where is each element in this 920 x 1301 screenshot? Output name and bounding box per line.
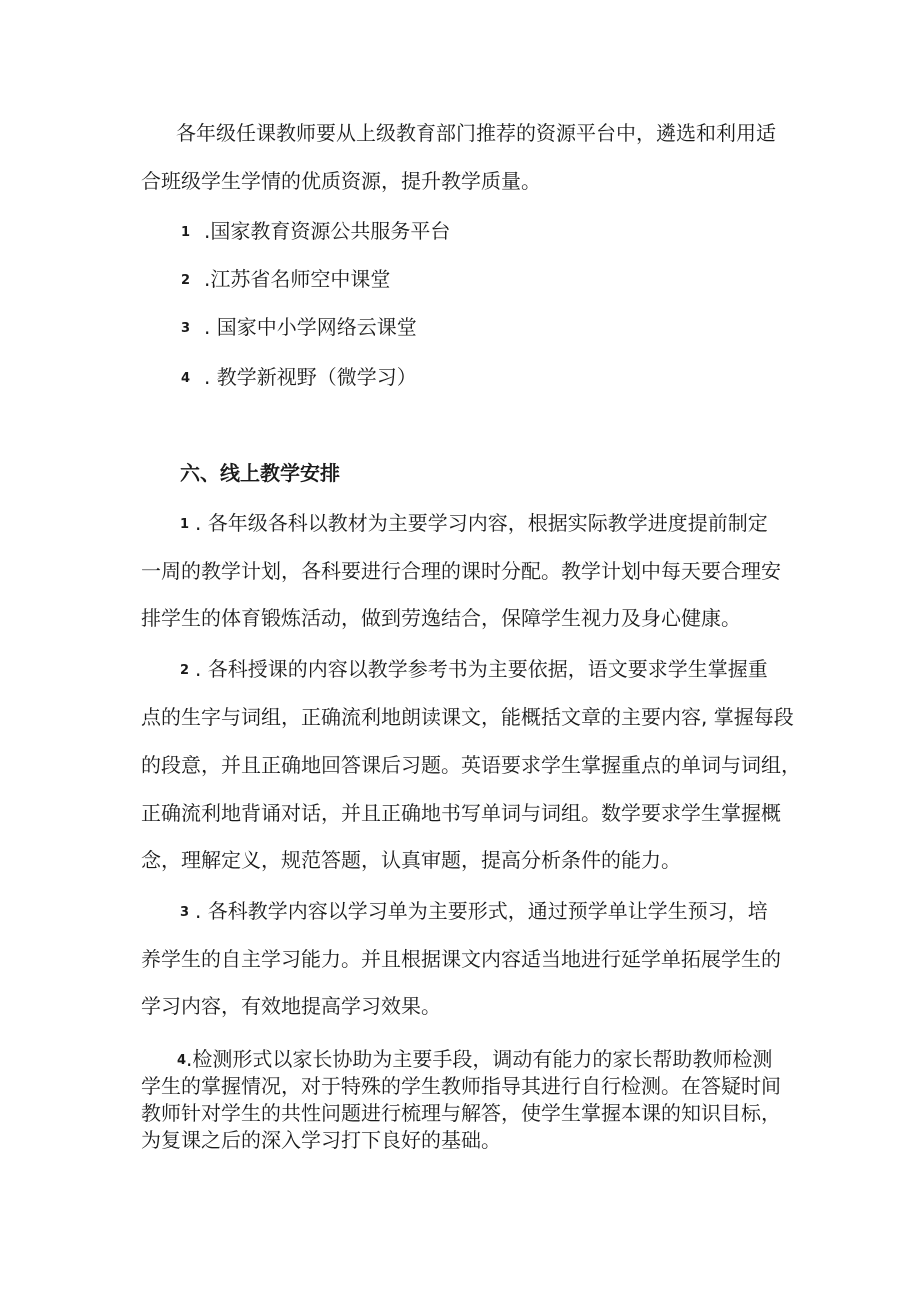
paragraph-line: 正确流利地背诵对话，并且正确地书写单词与词组。数学要求学生掌握概: [141, 801, 781, 825]
paragraph-line: 4.检测形式以家长协助为主要手段，调动有能力的家长帮助教师检测: [177, 1047, 773, 1071]
paragraph-line: 的段意，并且正确地回答课后习题。英语要求学生掌握重点的单词与词组，: [141, 753, 801, 777]
paragraph-line: 学生的掌握情况，对于特殊的学生教师指导其进行自行检测。在答疑时间: [141, 1074, 781, 1098]
paragraph-number: 1: [180, 517, 190, 532]
list-item: [181, 266, 390, 294]
list-item: [181, 218, 450, 246]
list-item: [181, 364, 417, 392]
paragraph-line: 1 . 各年级各科以教材为主要学习内容，根据实际教学进度提前制定: [180, 510, 768, 538]
paragraph-line: 学习内容，有效地提高学习效果。: [141, 994, 441, 1018]
list-item-text: .江苏省名师空中课堂: [204, 267, 391, 291]
list-item-number: 4: [181, 371, 191, 386]
paragraph-line: 养学生的自主学习能力。并且根据课文内容适当地进行延学单拓展学生的: [141, 947, 781, 971]
intro-line-1: 各年级任课教师要从上级教育部门推荐的资源平台中，遴选和利用适: [176, 121, 776, 145]
paragraph-line: 3 . 各科教学内容以学习单为主要形式，通过预学单让学生预习，培: [180, 898, 768, 926]
paragraph-line: 为复课之后的深入学习打下良好的基础。: [141, 1128, 501, 1152]
paragraph-line: 一周的教学计划，各科要进行合理的课时分配。教学计划中每天要合理安: [141, 559, 781, 583]
intro-line-2: 合班级学生学情的优质资源，提升教学质量。: [141, 169, 541, 193]
list-item-number: 1: [181, 225, 191, 240]
paragraph-line: 2 . 各科授课的内容以教学参考书为主要依据，语文要求学生掌握重: [180, 656, 768, 684]
list-item: [181, 314, 417, 342]
paragraph-line: 教师针对学生的共性问题进行梳理与解答，使学生掌握本课的知识目标，: [141, 1101, 781, 1125]
paragraph-line: 排学生的体育锻炼活动，做到劳逸结合，保障学生视力及身心健康。: [141, 606, 741, 630]
list-item-text: .国家教育资源公共服务平台: [204, 219, 451, 243]
paragraph-number: 3: [180, 905, 190, 920]
paragraph-line: 念，理解定义，规范答题，认真审题，提高分析条件的能力。: [141, 848, 681, 872]
list-item-number: 2: [181, 273, 191, 288]
list-item-text: . 国家中小学网络云课堂: [204, 315, 417, 339]
list-item-text: . 教学新视野（微学习）: [204, 365, 417, 389]
paragraph-line: 点的生字与词组，正确流利地朗读课文，能概括文章的主要内容, 掌握每段: [141, 705, 794, 729]
paragraph-number: 2: [180, 663, 190, 678]
section-heading: 六、线上教学安排: [180, 461, 340, 485]
paragraph-number: 4: [177, 1053, 187, 1068]
list-item-number: 3: [181, 321, 191, 336]
